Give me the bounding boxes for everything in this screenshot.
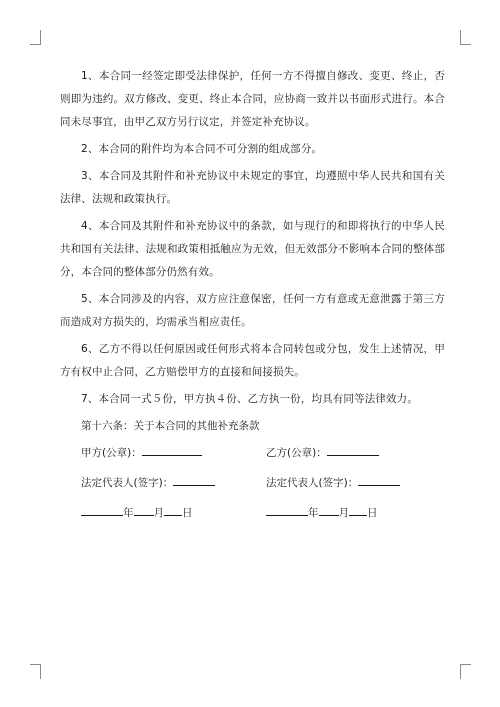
- paragraph-5: 5、本合同涉及的内容，双方应注意保密，任何一方有意或无意泄露于第三方而造成对方损失的，均需承当相应责任。: [60, 293, 445, 328]
- party-a-month-blank[interactable]: [134, 504, 154, 516]
- party-b-seal-blank[interactable]: [327, 444, 379, 456]
- date-row: [60, 504, 445, 534]
- party-a-year-label: 年: [123, 507, 134, 519]
- party-b-month-label: 月: [338, 507, 349, 519]
- crop-mark-top-left: [30, 30, 41, 45]
- party-b-rep-label: 法定代表人(签字)：: [266, 477, 359, 489]
- party-a-seal-blank[interactable]: [142, 444, 202, 456]
- party-a-rep-blank[interactable]: [173, 474, 215, 486]
- party-b-day-label: 日: [367, 507, 378, 519]
- paragraph-6: 6、乙方不得以任何原因或任何形式将本合同转包或分包，发生上述情况，甲方有权中止合同，乙方赔偿甲方的直接和间接损失。: [60, 343, 445, 378]
- clause-16-heading: 第十六条：关于本合同的其他补充条款: [81, 420, 260, 432]
- party-b-year-label: 年: [308, 507, 319, 519]
- crop-mark-bottom-left: [30, 664, 41, 679]
- party-b-representative: [266, 474, 400, 490]
- party-a-date: [81, 504, 193, 520]
- seal-row: [60, 444, 445, 474]
- document-body: [60, 65, 445, 534]
- party-b-month-blank[interactable]: [319, 504, 339, 516]
- party-a-representative: [81, 474, 215, 490]
- paragraph-1: 1、本合同一经签定即受法律保护，任何一方不得擅自修改、变更、终止，否则即为违约。双方修改、变更、终止本合同，应协商一致并以书面形式进行。本合同未尽事宜，由甲乙双方另行议定，并签定补充协议。: [60, 70, 445, 128]
- party-b-rep-blank[interactable]: [358, 474, 400, 486]
- party-a-seal-label: 甲方(公章)：: [81, 447, 142, 459]
- party-a-year-blank[interactable]: [81, 504, 123, 516]
- party-a-day-label: 日: [182, 507, 193, 519]
- paragraph-7: 7、本合同一式５份，甲方执４份、乙方执一份，均具有同等法律效力。: [81, 393, 418, 405]
- party-a-month-label: 月: [153, 507, 164, 519]
- paragraph-2: 2、本合同的附件均为本合同不可分割的组成部分。: [81, 143, 323, 155]
- party-b-seal-label: 乙方(公章)：: [266, 447, 327, 459]
- party-a-rep-label: 法定代表人(签字)：: [81, 477, 174, 489]
- crop-mark-bottom-right: [460, 664, 471, 679]
- crop-mark-top-right: [460, 30, 471, 45]
- party-a-seal: [81, 444, 202, 460]
- party-b-seal: [266, 444, 379, 460]
- party-b-year-blank[interactable]: [266, 504, 308, 516]
- party-b-date: [266, 504, 378, 520]
- representative-row: [60, 474, 445, 504]
- paragraph-3: 3、本合同及其附件和补充协议中未规定的事宜，均遵照中华人民共和国有关法律、法规和政策执行。: [60, 170, 445, 205]
- party-b-day-blank[interactable]: [349, 504, 367, 516]
- paragraph-4: 4、本合同及其附件和补充协议中的条款，如与现行的和即将执行的中华人民共和国有关法律、法规和政策相抵触应为无效，但无效部分不影响本合同的整体部分，本合同的整体部分仍然有效。: [60, 220, 445, 278]
- party-a-day-blank[interactable]: [164, 504, 182, 516]
